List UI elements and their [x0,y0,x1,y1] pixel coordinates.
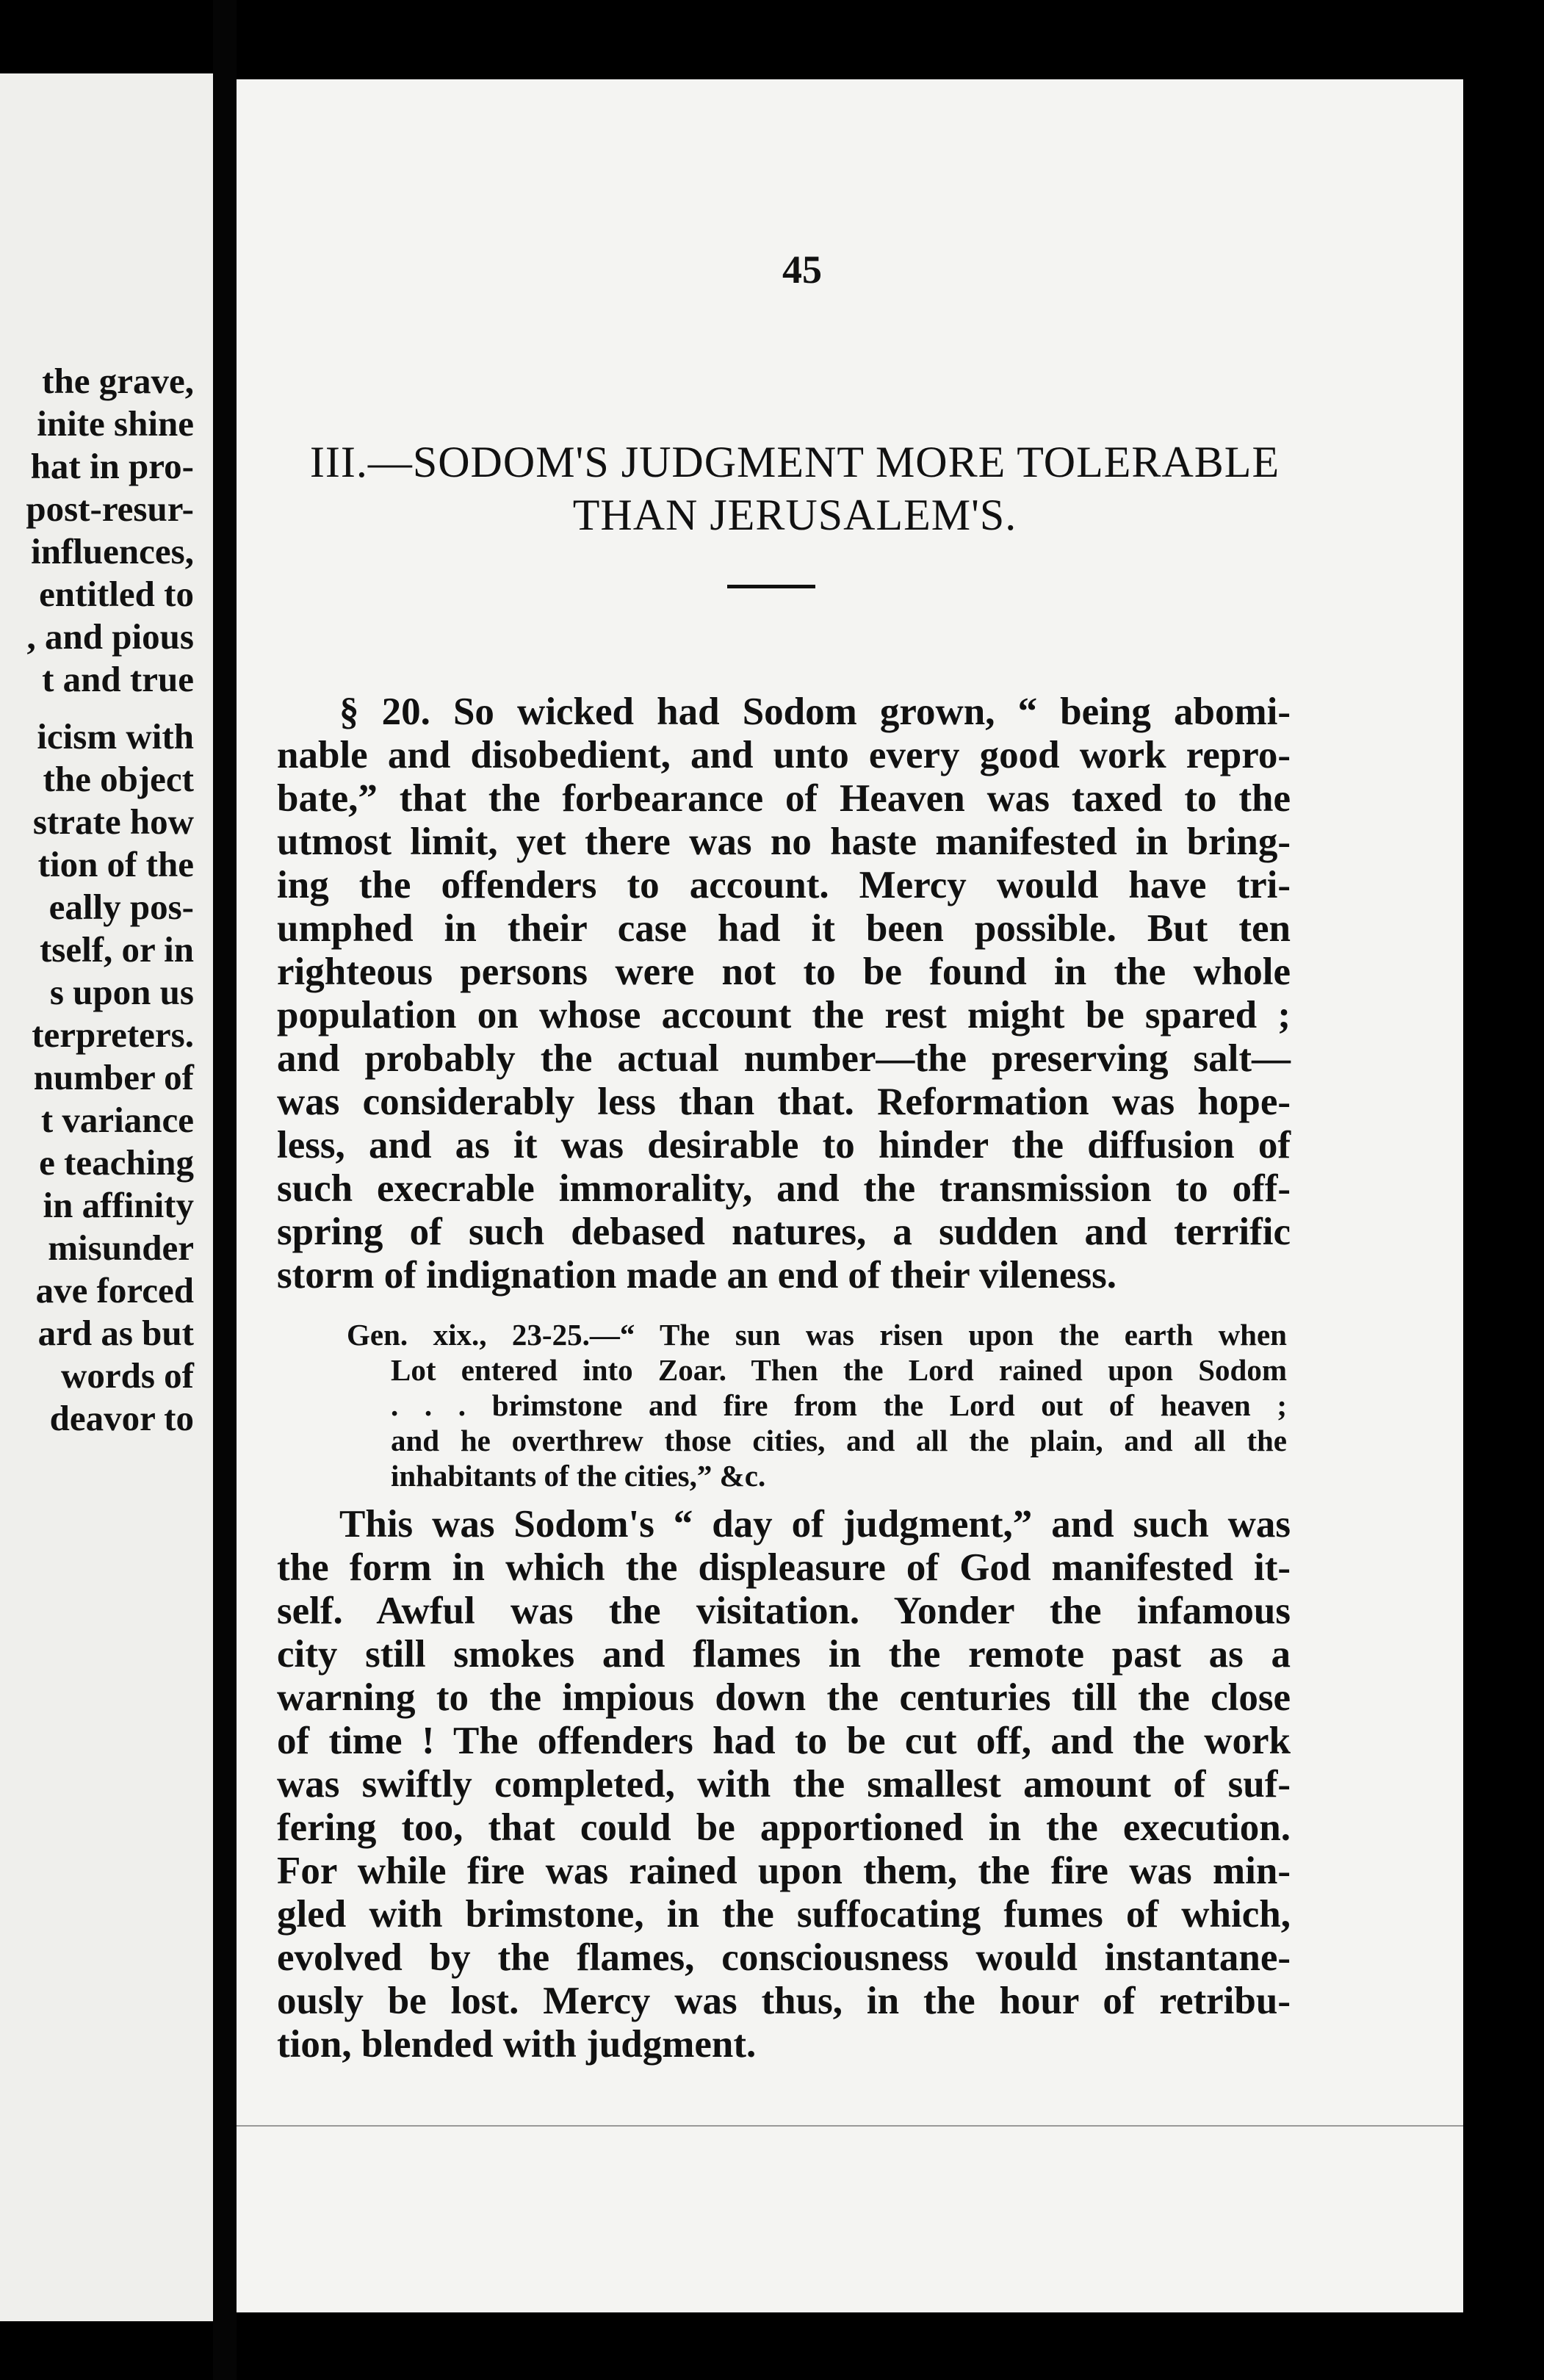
paragraph-line: less, and as it was desirable to hinder the diffusion of [277,1124,1291,1166]
paragraph-line: tion, blended with judgment. [277,2023,757,2066]
left-page-line: the grave, [42,361,194,401]
paragraph-line: and probably the actual number—the preserving salt— [277,1037,1291,1080]
left-page-line: strate how [32,801,194,842]
left-page-line: icism with [37,716,194,757]
left-page-line: in affinity [43,1185,194,1225]
paragraph-line: of time ! The offenders had to be cut off, and the work [277,1720,1291,1762]
paragraph-line: spring of such debased natures, a sudden and terrific [277,1211,1291,1253]
chapter-heading-line-2: THAN JERUSALEM'S. [572,491,1017,539]
left-page-line: deavor to [49,1398,194,1438]
paragraph-judgment [277,1503,1291,2066]
paragraph-line: ously be lost. Mercy was thus, in the hour of retribu- [277,1980,1291,2022]
left-page-line: ard as but [37,1313,194,1353]
paragraph-line: evolved by the flames, consciousness would instantane- [277,1936,1291,1979]
paragraph-line: fering too, that could be apportioned in the execution. [277,1806,1291,1849]
paragraph-line: storm of indignation made an end of their vileness. [277,1254,1116,1297]
left-page-line: hat in pro- [30,446,194,486]
paragraph-line: § 20. So wicked had Sodom grown, “ being abomi- [339,690,1291,733]
left-page-line: eally pos- [48,887,194,927]
left-page-line: influences, [31,531,194,571]
paragraph-line: righteous persons were not to be found in the whole [277,951,1291,993]
quote-line: Gen. xix., 23-25.—“ The sun was risen upon the earth when [347,1318,1287,1352]
left-page-line: words of [60,1355,194,1396]
quote-line: Lot entered into Zoar. Then the Lord rained upon Sodom [391,1353,1287,1387]
paragraph-line: was considerably less than that. Reformation was hope- [277,1081,1291,1123]
left-page-line: misunder [48,1227,194,1268]
left-page-line: s upon us [49,972,194,1012]
heading-rule [727,585,815,588]
paragraph-line: ing the offenders to account. Mercy would have tri- [277,864,1291,906]
page-number: 45 [782,248,822,292]
left-page-line: inite shine [37,403,194,444]
paragraph-20 [277,690,1291,1297]
right-page [237,79,1463,2312]
left-page-line: tself, or in [39,929,194,970]
paragraph-line: This was Sodom's “ day of judgment,” and such was [339,1503,1291,1546]
left-page-line: e teaching [39,1142,194,1183]
chapter-heading [266,436,1324,541]
scripture-quote [347,1317,1287,1493]
left-page-line: t and true [42,659,194,699]
quote-line: inhabitants of the cities,” &c. [391,1459,766,1493]
left-page-line: tion of the [37,844,194,884]
paragraph-line: For while fire was rained upon them, the fire was min- [277,1850,1291,1892]
left-page-text [26,360,194,1440]
chapter-heading-line-1: III.—SODOM'S JUDGMENT MORE TOLERABLE [309,438,1280,486]
left-page-line: post-resur- [26,488,194,529]
paragraph-line: population on whose account the rest might be spared ; [277,994,1291,1036]
paragraph-line: umphed in their case had it been possible. But ten [277,907,1291,950]
scan-artifact-line [237,2125,1463,2127]
paragraph-line: utmost limit, yet there was no haste manifested in bring- [277,821,1291,863]
left-page-line: , and pious [26,616,194,657]
left-page-line: entitled to [39,574,194,614]
left-page-line: t variance [40,1100,194,1140]
book-gutter [213,0,237,2380]
left-page-line: the object [43,759,194,799]
paragraph-line: nable and disobedient, and unto every good work repro- [277,734,1291,776]
paragraph-line: warning to the impious down the centuries till the close [277,1676,1291,1719]
left-page-line: terpreters. [32,1014,194,1055]
paragraph-line: gled with brimstone, in the suffocating fumes of which, [277,1893,1291,1936]
paragraph-line: such execrable immorality, and the transmission to off- [277,1167,1291,1210]
paragraph-line: bate,” that the forbearance of Heaven was taxed to the [277,777,1291,820]
paragraph-line: city still smokes and flames in the remote past as a [277,1633,1291,1676]
left-page-line: number of [33,1057,194,1097]
left-page-line: ave forced [35,1270,194,1310]
quote-line: and he overthrew those cities, and all the plain, and all the [391,1424,1287,1457]
paragraph-line: self. Awful was the visitation. Yonder the infamous [277,1590,1291,1632]
left-page [0,73,213,2321]
paragraph-line: the form in which the displeasure of God manifested it- [277,1546,1291,1589]
quote-line: . . . brimstone and fire from the Lord out of heaven ; [391,1388,1287,1422]
paragraph-line: was swiftly completed, with the smallest amount of suf- [277,1763,1291,1806]
